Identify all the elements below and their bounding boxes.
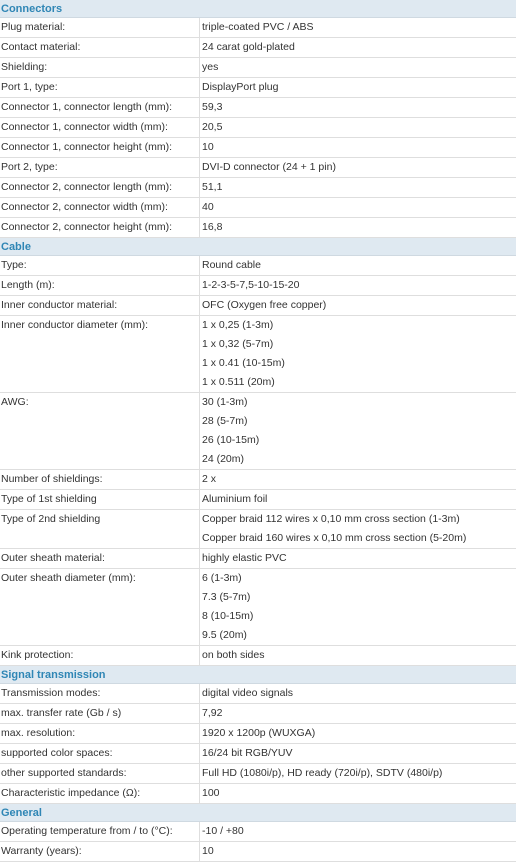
spec-label: Plug material: (1, 21, 66, 33)
spec-row (0, 118, 516, 138)
spec-value: 1920 x 1200p (WUXGA) (202, 727, 316, 739)
spec-row (0, 78, 516, 98)
spec-label: supported color spaces: (1, 747, 113, 759)
spec-value: 8 (10-15m) (202, 610, 254, 622)
spec-label: Number of shieldings: (1, 473, 103, 485)
spec-values (199, 549, 516, 568)
section-header: Connectors (0, 0, 516, 18)
spec-value: 24 (20m) (202, 453, 245, 465)
spec-row (0, 470, 516, 490)
spec-label: max. resolution: (1, 727, 76, 739)
spec-row (0, 684, 516, 704)
spec-values (199, 646, 516, 665)
spec-value: 10 (202, 141, 214, 153)
spec-value: 6 (1-3m) (202, 572, 242, 584)
spec-values (199, 822, 516, 841)
spec-row (0, 256, 516, 276)
spec-row (0, 138, 516, 158)
spec-value: 7.3 (5-7m) (202, 591, 251, 603)
spec-value: 20,5 (202, 121, 223, 133)
spec-row (0, 58, 516, 78)
spec-label: AWG: (1, 396, 29, 408)
spec-row (0, 510, 516, 549)
spec-row (0, 646, 516, 666)
spec-value: on both sides (202, 649, 265, 661)
spec-value: 2 x (202, 473, 217, 485)
spec-value: DisplayPort plug (202, 81, 279, 93)
spec-value: 10 (202, 845, 214, 857)
spec-values (199, 724, 516, 743)
spec-values (199, 218, 516, 237)
spec-values (199, 704, 516, 723)
spec-value: highly elastic PVC (202, 552, 287, 564)
spec-label: Connector 2, connector length (mm): (1, 181, 172, 193)
spec-value: 40 (202, 201, 214, 213)
section-header: Signal transmission (0, 666, 516, 684)
spec-values (199, 510, 516, 548)
spec-label: Port 1, type: (1, 81, 58, 93)
spec-value: yes (202, 61, 219, 73)
spec-values (199, 569, 516, 645)
spec-row (0, 98, 516, 118)
spec-row (0, 158, 516, 178)
spec-label: Type of 2nd shielding (1, 513, 101, 525)
spec-label: Type: (1, 259, 27, 271)
spec-label: Inner conductor diameter (mm): (1, 319, 149, 331)
spec-label: Connector 1, connector length (mm): (1, 101, 172, 113)
spec-row (0, 744, 516, 764)
spec-label: Operating temperature from / to (°C): (1, 825, 173, 837)
spec-row (0, 18, 516, 38)
spec-row (0, 822, 516, 842)
section-cable (0, 238, 516, 666)
spec-value: 7,92 (202, 707, 223, 719)
spec-values (199, 684, 516, 703)
spec-value: -10 / +80 (202, 825, 244, 837)
spec-row (0, 842, 516, 862)
spec-label: Connector 2, connector height (mm): (1, 221, 172, 233)
spec-values (199, 138, 516, 157)
spec-values (199, 38, 516, 57)
section-connectors (0, 0, 516, 238)
section-header: General (0, 804, 516, 822)
spec-row (0, 276, 516, 296)
spec-value: 100 (202, 787, 220, 799)
spec-values (199, 764, 516, 783)
spec-values (199, 198, 516, 217)
spec-values (199, 118, 516, 137)
spec-value: Aluminium foil (202, 493, 268, 505)
spec-value: 30 (1-3m) (202, 396, 248, 408)
spec-row (0, 764, 516, 784)
section-general (0, 804, 516, 862)
spec-value: digital video signals (202, 687, 294, 699)
spec-label: Outer sheath material: (1, 552, 105, 564)
spec-values (199, 744, 516, 763)
spec-value: OFC (Oxygen free copper) (202, 299, 327, 311)
spec-values (199, 490, 516, 509)
spec-values (199, 18, 516, 37)
spec-values (199, 470, 516, 489)
spec-label: Kink protection: (1, 649, 74, 661)
spec-label: Shielding: (1, 61, 48, 73)
spec-value: 51,1 (202, 181, 223, 193)
spec-values (199, 316, 516, 392)
spec-values (199, 158, 516, 177)
spec-value: 1 x 0,32 (5-7m) (202, 338, 274, 350)
spec-row (0, 296, 516, 316)
spec-row (0, 198, 516, 218)
spec-label: Transmission modes: (1, 687, 101, 699)
spec-row (0, 490, 516, 510)
spec-value: 59,3 (202, 101, 223, 113)
spec-label: Outer sheath diameter (mm): (1, 572, 136, 584)
spec-row (0, 316, 516, 393)
spec-label: Warranty (years): (1, 845, 82, 857)
spec-value: 9.5 (20m) (202, 629, 247, 641)
spec-value: Copper braid 160 wires x 0,10 mm cross section (5-20m) (202, 532, 467, 544)
spec-values (199, 256, 516, 275)
spec-row (0, 218, 516, 238)
spec-label: Connector 2, connector width (mm): (1, 201, 168, 213)
spec-row (0, 704, 516, 724)
spec-value: 16/24 bit RGB/YUV (202, 747, 293, 759)
spec-row (0, 549, 516, 569)
spec-values (199, 58, 516, 77)
spec-values (199, 276, 516, 295)
spec-values (199, 296, 516, 315)
spec-value: 1 x 0,25 (1-3m) (202, 319, 274, 331)
spec-value: 28 (5-7m) (202, 415, 248, 427)
section-signal-transmission (0, 666, 516, 804)
spec-row (0, 784, 516, 804)
spec-row (0, 178, 516, 198)
spec-label: Inner conductor material: (1, 299, 118, 311)
spec-label: Type of 1st shielding (1, 493, 97, 505)
spec-label: Length (m): (1, 279, 55, 291)
spec-values (199, 98, 516, 117)
spec-value: DVI-D connector (24 + 1 pin) (202, 161, 336, 173)
spec-label: other supported standards: (1, 767, 127, 779)
spec-value: 1-2-3-5-7,5-10-15-20 (202, 279, 300, 291)
spec-values (199, 393, 516, 469)
spec-values (199, 178, 516, 197)
spec-label: Contact material: (1, 41, 81, 53)
spec-value: Full HD (1080i/p), HD ready (720i/p), SDTV (480i/p) (202, 767, 443, 779)
spec-value: 1 x 0.41 (10-15m) (202, 357, 285, 369)
spec-label: Port 2, type: (1, 161, 58, 173)
spec-value: 16,8 (202, 221, 223, 233)
spec-row (0, 393, 516, 470)
section-header: Cable (0, 238, 516, 256)
spec-label: max. transfer rate (Gb / s) (1, 707, 122, 719)
spec-value: Copper braid 112 wires x 0,10 mm cross section (1-3m) (202, 513, 460, 525)
spec-label: Connector 1, connector height (mm): (1, 141, 172, 153)
spec-label: Connector 1, connector width (mm): (1, 121, 168, 133)
spec-value: 26 (10-15m) (202, 434, 260, 446)
spec-row (0, 569, 516, 646)
spec-value: 24 carat gold-plated (202, 41, 295, 53)
spec-value: Round cable (202, 259, 261, 271)
spec-value: 1 x 0.511 (20m) (202, 376, 275, 388)
spec-row (0, 38, 516, 58)
spec-values (199, 842, 516, 861)
spec-value: triple-coated PVC / ABS (202, 21, 314, 33)
spec-values (199, 78, 516, 97)
spec-label: Characteristic impedance (Ω): (1, 787, 141, 799)
spec-row (0, 724, 516, 744)
spec-values (199, 784, 516, 803)
